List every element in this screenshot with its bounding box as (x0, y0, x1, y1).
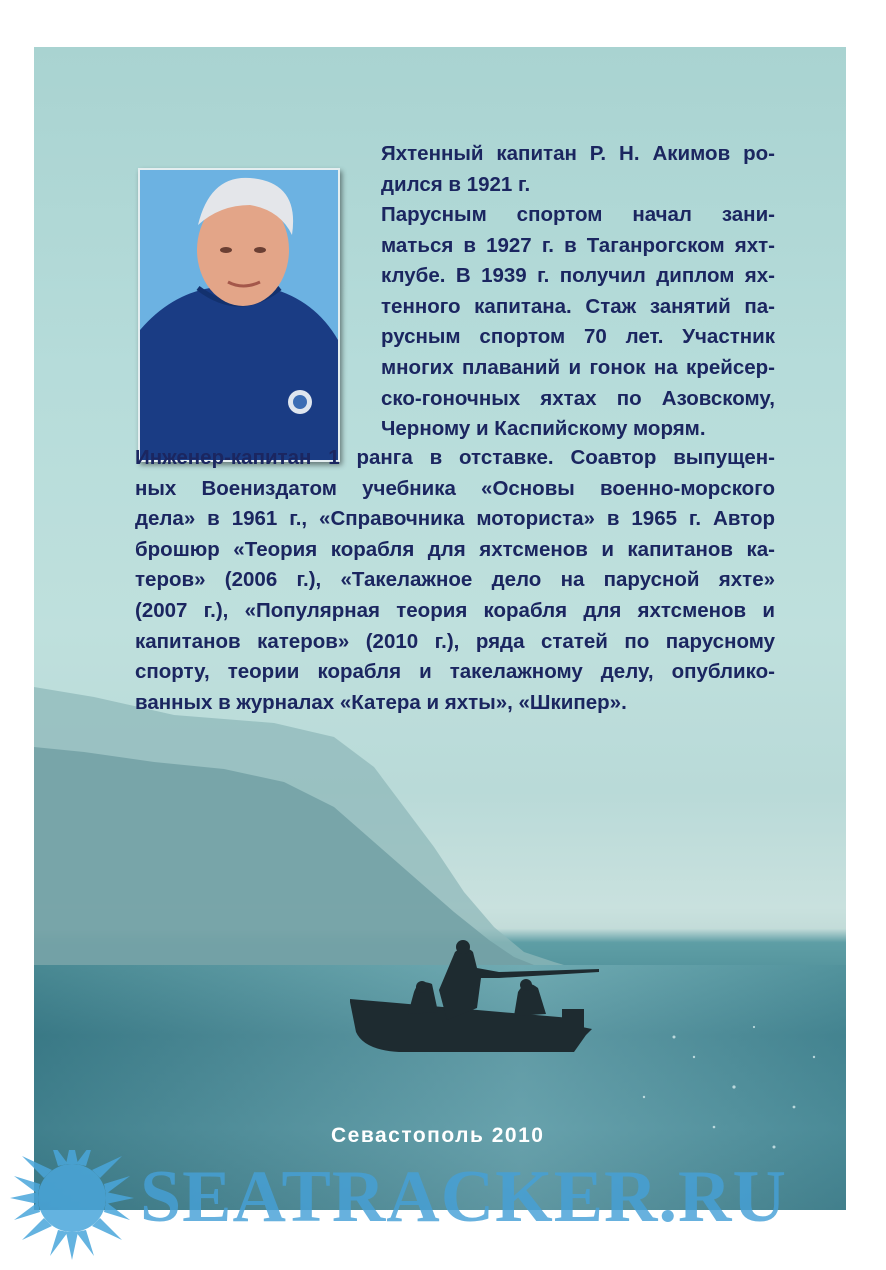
bio-line: Инженер-капитан 1 ранга в отставке. Соавтор выпущен- (135, 446, 775, 469)
bio-line: ванных в журналах «Катера и яхты», «Шкипер». (135, 690, 627, 714)
bio-line: ных Воениздатом учебника «Основы военно-морского (135, 476, 775, 500)
bio-paragraph-2 (354, 200, 775, 445)
bio-line: капитанов катеров» (2010 г.), ряда статей по парусному (135, 629, 775, 653)
author-portrait (138, 168, 340, 462)
bio-paragraph-1 (354, 139, 775, 200)
bio-line: (2007 г.), «Популярная теория корабля для яхтсменов и (135, 598, 775, 622)
bio-line: Черному и Каспийскому морям. (381, 417, 706, 441)
bio-line: брошюр «Теория корабля для яхтсменов и капитанов ка- (135, 537, 775, 561)
bio-paragraph-3 (108, 443, 775, 718)
bio-line: Парусным спортом начал зани- (381, 203, 775, 226)
bio-line: клубе. В 1939 г. получил диплом ях- (381, 264, 775, 288)
bio-line: маться в 1927 г. в Таганрогском яхт- (381, 233, 775, 257)
bio-line: ско-гоночных яхтах по Азовскому, (381, 386, 775, 410)
bio-line: многих плаваний и гонок на крейсер- (381, 355, 775, 379)
bio-line: русным спортом 70 лет. Участник (381, 325, 775, 349)
bio-line: дился в 1921 г. (381, 172, 531, 196)
watermark-text: SEATRACKER.RU (140, 1156, 787, 1238)
bio-line: спорту, теории корабля и такелажному делу, опублико- (135, 660, 775, 684)
bio-line: Яхтенный капитан Р. Н. Акимов ро- (381, 142, 775, 165)
bio-line: дела» в 1961 г., «Справочника моториста» в 1965 г. Автор (135, 507, 775, 531)
bio-line: теров» (2006 г.), «Такелажное дело на парусной яхте» (135, 568, 775, 592)
sun-icon (10, 1150, 134, 1260)
back-cover (34, 47, 846, 1210)
bio-line: тенного капитана. Стаж занятий па- (381, 294, 775, 318)
imprint-city-year: Севастополь 2010 (331, 1124, 545, 1147)
